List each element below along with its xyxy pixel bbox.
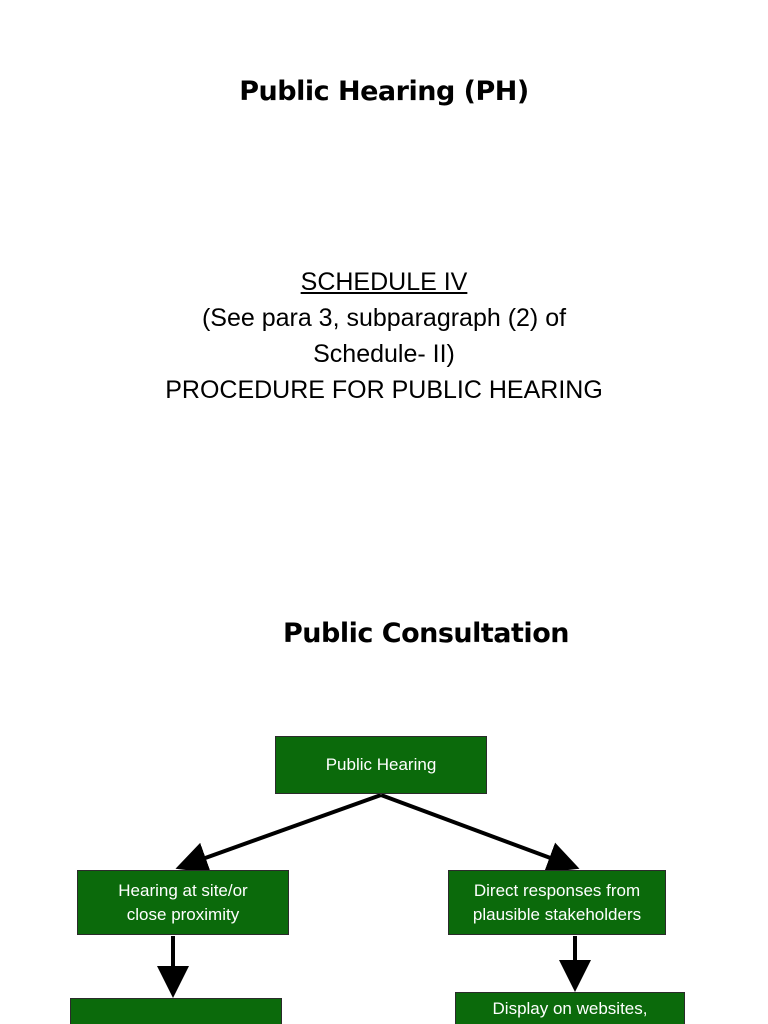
flowchart-box-label-line1: Direct responses from — [473, 880, 641, 900]
schedule-reference-line1: (See para 3, subparagraph (2) of — [201, 304, 567, 332]
flowchart-box-label-line1: Hearing at site/or — [118, 880, 248, 900]
flowchart-box-direct-responses — [448, 870, 666, 935]
flowchart-box-label-line2: close proximity — [126, 904, 240, 924]
flowchart-box-label-line1: Display on websites, — [492, 999, 648, 1018]
page-title: Public Hearing (PH) — [239, 76, 529, 107]
schedule-block — [0, 264, 768, 408]
flowchart-box-hearing-at-site — [77, 870, 289, 935]
schedule-reference-line2: Schedule- II) — [313, 340, 455, 368]
procedure-heading: PROCEDURE FOR PUBLIC HEARING — [165, 376, 603, 404]
flowchart-box-label: Public Hearing — [325, 755, 437, 774]
schedule-heading: SCHEDULE IV — [300, 268, 468, 296]
section-title: Public Consultation — [283, 618, 569, 649]
arrow-root-to-right — [381, 795, 572, 866]
flowchart-box-bottom-left — [70, 998, 282, 1024]
arrow-root-to-left — [183, 795, 381, 866]
flowchart-box-label-line2: plausible stakeholders — [472, 904, 642, 924]
flowchart-box-display-on-websites — [455, 992, 685, 1024]
flowchart-box-public-hearing — [275, 736, 487, 794]
